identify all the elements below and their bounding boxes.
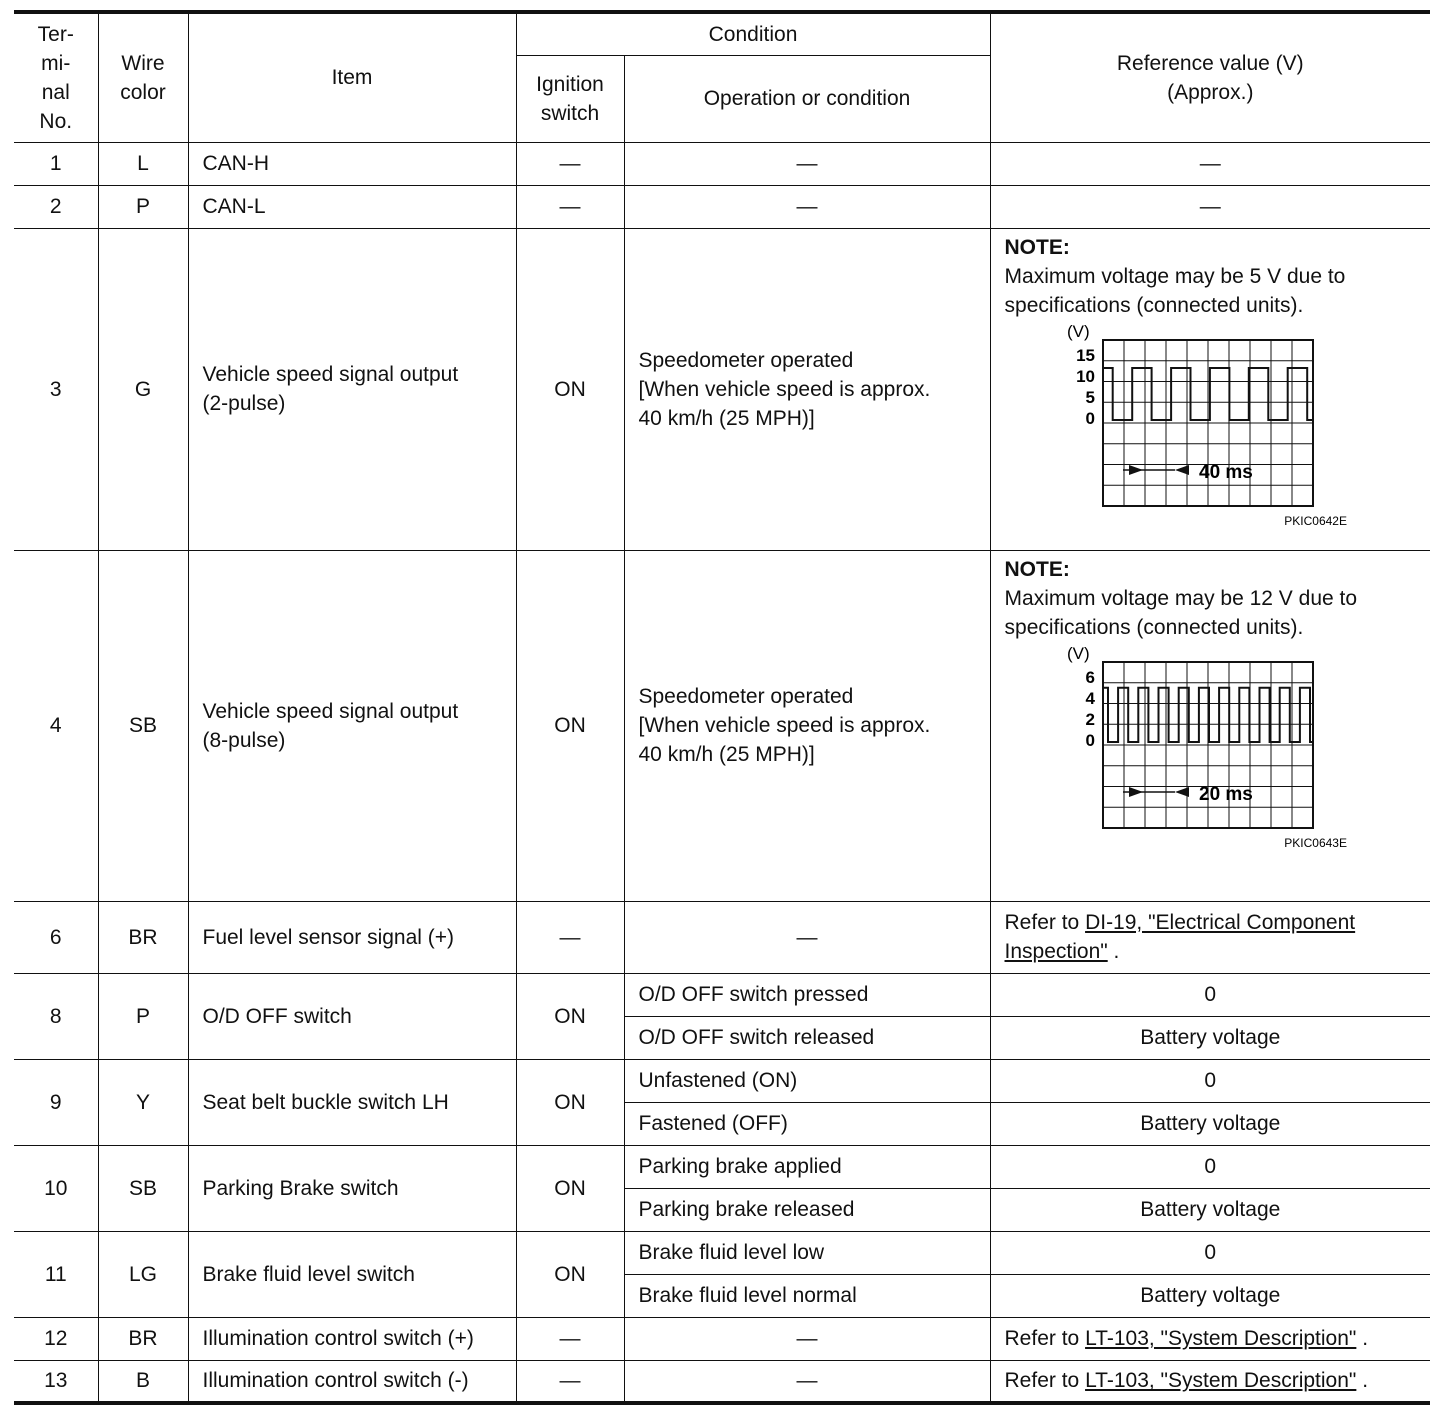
reference-link[interactable]: DI-19, "Electrical Component — [1085, 911, 1356, 934]
reference-value: — — [990, 185, 1430, 228]
header-operation: Operation or condition — [624, 55, 990, 142]
item: CAN-L — [188, 185, 516, 228]
operation: Brake fluid level low — [624, 1231, 990, 1274]
item: CAN-H — [188, 142, 516, 185]
wire-color: P — [98, 973, 188, 1059]
ignition-switch: ON — [516, 550, 624, 901]
reference-value — [990, 228, 1430, 550]
reference-value: Refer to LT-103, "System Description" . — [990, 1317, 1430, 1360]
terminal-no: 10 — [14, 1145, 98, 1231]
wire-color: SB — [98, 550, 188, 901]
terminal-no: 2 — [14, 185, 98, 228]
operation: Unfastened (ON) — [624, 1059, 990, 1102]
wire-color: G — [98, 228, 188, 550]
reference-value: Refer to LT-103, "System Description" . — [990, 1360, 1430, 1403]
wire-color: BR — [98, 1317, 188, 1360]
table-row — [14, 1231, 1430, 1274]
operation: — — [624, 142, 990, 185]
item: Seat belt buckle switch LH — [188, 1059, 516, 1145]
unit-label: (V) — [1066, 321, 1090, 341]
note-text: Maximum voltage may be 5 V due to specifications (connected units). — [1004, 264, 1346, 317]
period-marker — [1123, 465, 1189, 475]
reference-value: Refer to DI-19, "Electrical Component Inspection" . — [990, 901, 1430, 973]
ignition-switch: — — [516, 1317, 624, 1360]
tick-label: 0 — [1085, 730, 1095, 750]
operation: Fastened (OFF) — [624, 1102, 990, 1145]
operation: Speedometer operated [When vehicle speed is approx. 40 km/h (25 MPH)] — [624, 228, 990, 550]
operation: O/D OFF switch pressed — [624, 973, 990, 1016]
table-row — [14, 973, 1430, 1016]
waveform-figure — [1005, 320, 1417, 532]
item: O/D OFF switch — [188, 973, 516, 1059]
reference-value: 0 — [990, 973, 1430, 1016]
period-label: 40 ms — [1198, 461, 1253, 483]
ignition-switch: ON — [516, 973, 624, 1059]
tick-label: 2 — [1085, 709, 1095, 729]
reference-value: Battery voltage — [990, 1016, 1430, 1059]
wire-color: P — [98, 185, 188, 228]
operation: — — [624, 185, 990, 228]
note-text: Maximum voltage may be 12 V due to specifications (connected units). — [1004, 586, 1358, 639]
header-condition: Condition — [516, 12, 990, 55]
item: Illumination control switch (+) — [188, 1317, 516, 1360]
operation: O/D OFF switch released — [624, 1016, 990, 1059]
operation: Parking brake released — [624, 1188, 990, 1231]
table-row — [14, 1317, 1430, 1360]
reference-value: 0 — [990, 1059, 1430, 1102]
ignition-switch: ON — [516, 1231, 624, 1317]
operation: Parking brake applied — [624, 1145, 990, 1188]
table-row — [14, 142, 1430, 185]
ignition-switch: — — [516, 142, 624, 185]
reference-link[interactable]: LT-103, "System Description" — [1085, 1327, 1357, 1350]
terminal-no: 12 — [14, 1317, 98, 1360]
tick-label: 0 — [1085, 408, 1095, 428]
reference-value: — — [990, 142, 1430, 185]
note-title: NOTE: — [1004, 235, 1070, 259]
wire-color: L — [98, 142, 188, 185]
item: Illumination control switch (-) — [188, 1360, 516, 1403]
reference-value: Battery voltage — [990, 1274, 1430, 1317]
tick-label: 4 — [1085, 688, 1095, 708]
header-terminal-no: Ter- mi- nal No. — [14, 12, 98, 142]
wire-color: SB — [98, 1145, 188, 1231]
note-title: NOTE: — [1004, 557, 1070, 581]
tick-label: 15 — [1075, 345, 1095, 365]
header-ignition-switch: Ignition switch — [516, 55, 624, 142]
figure-id: PKIC0643E — [1283, 835, 1347, 850]
period-label: 20 ms — [1198, 783, 1253, 805]
operation: Brake fluid level normal — [624, 1274, 990, 1317]
wire-color: B — [98, 1360, 188, 1403]
tick-label: 10 — [1075, 366, 1095, 386]
reference-value: Battery voltage — [990, 1188, 1430, 1231]
operation: — — [624, 901, 990, 973]
item: Parking Brake switch — [188, 1145, 516, 1231]
terminal-spec-table — [14, 10, 1430, 1405]
ignition-switch: ON — [516, 1145, 624, 1231]
terminal-no: 11 — [14, 1231, 98, 1317]
tick-label: 6 — [1085, 667, 1095, 687]
period-marker — [1123, 787, 1189, 797]
reference-value: 0 — [990, 1231, 1430, 1274]
terminal-no: 9 — [14, 1059, 98, 1145]
header-wire-color: Wire color — [98, 12, 188, 142]
figure-id: PKIC0642E — [1283, 513, 1347, 528]
signal-trace — [1103, 687, 1313, 741]
reference-link[interactable]: Inspection" — [1004, 940, 1108, 963]
ignition-switch: — — [516, 185, 624, 228]
terminal-no: 8 — [14, 973, 98, 1059]
item: Brake fluid level switch — [188, 1231, 516, 1317]
tick-label: 5 — [1085, 387, 1095, 407]
reference-value — [990, 550, 1430, 901]
item: Vehicle speed signal output (8-pulse) — [188, 550, 516, 901]
terminal-no: 1 — [14, 142, 98, 185]
terminal-no: 13 — [14, 1360, 98, 1403]
ignition-switch: — — [516, 1360, 624, 1403]
table-row — [14, 550, 1430, 901]
table-row — [14, 185, 1430, 228]
unit-label: (V) — [1066, 643, 1090, 663]
reference-value: Battery voltage — [990, 1102, 1430, 1145]
reference-value: 0 — [990, 1145, 1430, 1188]
operation: — — [624, 1317, 990, 1360]
terminal-no: 6 — [14, 901, 98, 973]
table-row — [14, 901, 1430, 973]
wire-color: Y — [98, 1059, 188, 1145]
wire-color: BR — [98, 901, 188, 973]
table-row — [14, 228, 1430, 550]
ignition-switch: ON — [516, 228, 624, 550]
header-item: Item — [188, 12, 516, 142]
ignition-switch: — — [516, 901, 624, 973]
waveform-chart — [1005, 642, 1415, 854]
header-reference-value: Reference value (V) (Approx.) — [990, 12, 1430, 142]
terminal-no: 4 — [14, 550, 98, 901]
operation: Speedometer operated [When vehicle speed is approx. 40 km/h (25 MPH)] — [624, 550, 990, 901]
ignition-switch: ON — [516, 1059, 624, 1145]
operation: — — [624, 1360, 990, 1403]
item: Fuel level sensor signal (+) — [188, 901, 516, 973]
table-row — [14, 1145, 1430, 1188]
reference-link[interactable]: LT-103, "System Description" — [1085, 1369, 1357, 1393]
waveform-chart — [1005, 320, 1415, 532]
wire-color: LG — [98, 1231, 188, 1317]
table-row — [14, 1059, 1430, 1102]
waveform-figure — [1005, 642, 1417, 854]
table-row — [14, 1360, 1430, 1403]
terminal-no: 3 — [14, 228, 98, 550]
item: Vehicle speed signal output (2-pulse) — [188, 228, 516, 550]
